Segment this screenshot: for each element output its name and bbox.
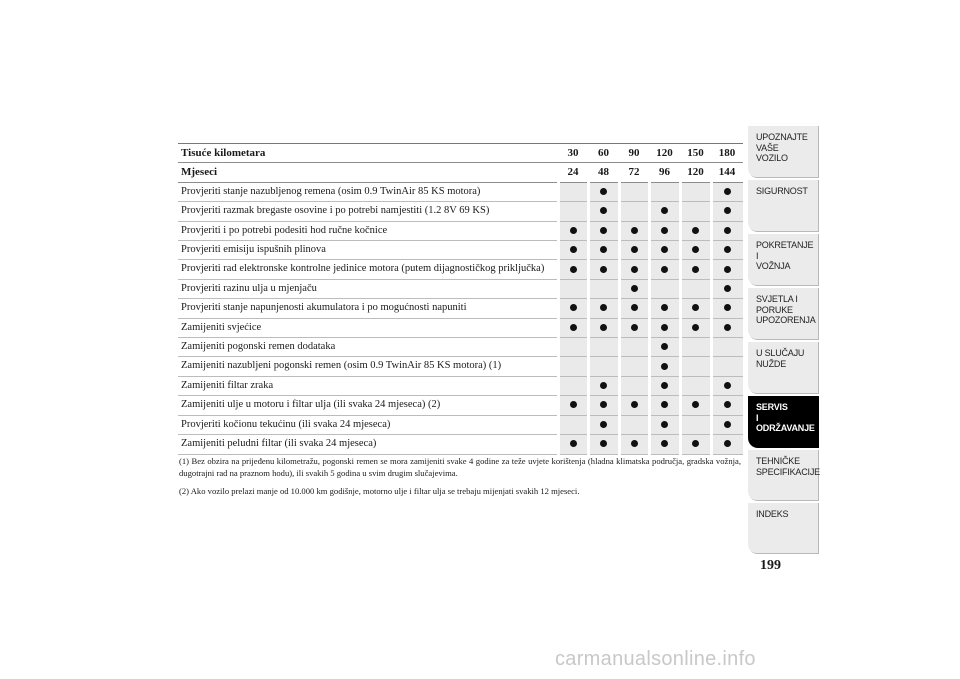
- bullet-icon: [631, 266, 638, 273]
- bullet-icon: [600, 440, 607, 447]
- chapter-tab-label: SVJETLA I PORUKE UPOZORENJA: [756, 294, 816, 325]
- chapter-tab[interactable]: [748, 503, 819, 554]
- chapter-tab-label: SIGURNOST: [756, 186, 808, 196]
- interval-cell: [680, 318, 711, 337]
- bullet-icon: [570, 401, 577, 408]
- interval-cell: [558, 241, 588, 260]
- bullet-icon: [661, 227, 668, 234]
- interval-cell: [558, 435, 588, 454]
- interval-cell: [558, 182, 588, 201]
- interval-cell: [680, 435, 711, 454]
- bullet-icon: [724, 188, 731, 195]
- bullet-icon: [631, 401, 638, 408]
- interval-cell: [649, 357, 680, 376]
- bullet-icon: [570, 227, 577, 234]
- bullet-icon: [661, 382, 668, 389]
- interval-cell: [649, 415, 680, 434]
- bullet-icon: [570, 266, 577, 273]
- interval-cell: [558, 221, 588, 240]
- interval-cell: [649, 260, 680, 279]
- bullet-icon: [661, 324, 668, 331]
- table-row: [178, 241, 743, 260]
- bullet-icon: [692, 266, 699, 273]
- interval-cell: [619, 202, 649, 221]
- chapter-tab-label: U SLUČAJU NUŽDE: [756, 348, 805, 369]
- bullet-icon: [631, 246, 638, 253]
- interval-cell: [711, 357, 743, 376]
- chapter-tab-label: UPOZNAJTE VAŠE VOZILO: [756, 132, 808, 163]
- bullet-icon: [600, 421, 607, 428]
- bullet-icon: [692, 401, 699, 408]
- interval-cell: [619, 318, 649, 337]
- bullet-icon: [724, 207, 731, 214]
- interval-cell: [588, 415, 619, 434]
- interval-cell: [619, 241, 649, 260]
- interval-cell: [558, 299, 588, 318]
- interval-cell: [711, 318, 743, 337]
- km-header-label: Tisuće kilometara: [181, 147, 266, 159]
- table-row: [178, 182, 743, 201]
- interval-cell: [649, 338, 680, 357]
- months-header-cell: 96: [659, 166, 670, 179]
- bullet-icon: [570, 246, 577, 253]
- table-row: [178, 279, 743, 298]
- interval-cell: [588, 279, 619, 298]
- interval-cell: [711, 279, 743, 298]
- interval-cell: [588, 318, 619, 337]
- interval-cell: [588, 376, 619, 395]
- chapter-tab[interactable]: [748, 234, 819, 286]
- bullet-icon: [600, 382, 607, 389]
- months-header-cell: 72: [628, 166, 640, 179]
- bullet-icon: [631, 227, 638, 234]
- interval-cell: [588, 221, 619, 240]
- interval-cell: [588, 435, 619, 454]
- interval-cell: [649, 376, 680, 395]
- months-header-cell: 24: [567, 166, 579, 179]
- bullet-icon: [661, 304, 668, 311]
- watermark: carmanualsonline.info: [555, 648, 756, 670]
- interval-cell: [619, 182, 649, 201]
- chapter-tab-label: INDEKS: [756, 509, 789, 519]
- interval-cell: [649, 279, 680, 298]
- interval-cell: [711, 338, 743, 357]
- interval-cell: [558, 202, 588, 221]
- table-row: [178, 415, 743, 434]
- interval-cell: [649, 182, 680, 201]
- bullet-icon: [661, 246, 668, 253]
- interval-cell: [558, 318, 588, 337]
- table-row: [178, 318, 743, 337]
- interval-cell: [680, 357, 711, 376]
- months-header-cell: 48: [598, 166, 609, 179]
- maintenance-schedule-table: [178, 143, 743, 455]
- row-label: Zamijeniti ulje u motoru i filtar ulja (ili svaka 24 mjeseca) (2): [181, 399, 441, 411]
- bullet-icon: [631, 285, 638, 292]
- footnotes: [179, 455, 741, 503]
- interval-cell: [649, 299, 680, 318]
- km-header-row: [178, 144, 743, 163]
- interval-cell: [680, 182, 711, 201]
- interval-cell: [558, 279, 588, 298]
- interval-cell: [680, 221, 711, 240]
- interval-cell: [588, 202, 619, 221]
- interval-cell: [619, 260, 649, 279]
- interval-cell: [588, 260, 619, 279]
- km-header-cell: 60: [598, 147, 609, 159]
- interval-cell: [711, 415, 743, 434]
- interval-cell: [649, 318, 680, 337]
- table-row: [178, 338, 743, 357]
- interval-cell: [619, 415, 649, 434]
- bullet-icon: [570, 304, 577, 311]
- km-header-cell: 90: [628, 147, 640, 159]
- row-label: Provjeriti stanje nazubljenog remena (osim 0.9 TwinAir 85 KS motora): [181, 185, 481, 197]
- chapter-tab[interactable]: [748, 396, 819, 448]
- chapter-tab-label: TEHNIČKE SPECIFIKACIJE: [756, 456, 820, 477]
- interval-cell: [558, 415, 588, 434]
- bullet-icon: [661, 207, 668, 214]
- bullet-icon: [631, 304, 638, 311]
- months-header-cell: 120: [687, 166, 704, 179]
- bullet-icon: [692, 304, 699, 311]
- footnote-2: (2) Ako vozilo prelazi manje od 10.000 km godišnje, motorno ulje i filtar ulja se trebaju mijenjati svakih 12 mjeseci.: [179, 486, 580, 496]
- bullet-icon: [692, 246, 699, 253]
- row-label: Provjeriti razmak bregaste osovine i po potrebi namjestiti (1.2 8V 69 KS): [181, 205, 490, 217]
- bullet-icon: [724, 440, 731, 447]
- bullet-icon: [724, 266, 731, 273]
- bullet-icon: [661, 343, 668, 350]
- interval-cell: [588, 396, 619, 415]
- interval-cell: [680, 299, 711, 318]
- chapter-tab[interactable]: [748, 180, 819, 232]
- interval-cell: [619, 221, 649, 240]
- interval-cell: [680, 396, 711, 415]
- bullet-icon: [661, 401, 668, 408]
- interval-cell: [619, 299, 649, 318]
- table-row: [178, 396, 743, 415]
- interval-cell: [649, 435, 680, 454]
- bullet-icon: [570, 440, 577, 447]
- interval-cell: [619, 396, 649, 415]
- interval-cell: [711, 299, 743, 318]
- interval-cell: [588, 299, 619, 318]
- interval-cell: [680, 241, 711, 260]
- bullet-icon: [631, 440, 638, 447]
- interval-cell: [711, 260, 743, 279]
- interval-cell: [649, 202, 680, 221]
- row-label: Zamijeniti filtar zraka: [181, 379, 274, 391]
- table-row: [178, 260, 743, 279]
- interval-cell: [619, 279, 649, 298]
- row-label: Zamijeniti nazubljeni pogonski remen (osim 0.9 TwinAir 85 KS motora) (1): [181, 360, 502, 372]
- interval-cell: [588, 338, 619, 357]
- interval-cell: [680, 260, 711, 279]
- bullet-icon: [661, 440, 668, 447]
- months-header-row: [178, 163, 743, 182]
- interval-cell: [680, 202, 711, 221]
- bullet-icon: [600, 401, 607, 408]
- bullet-icon: [600, 246, 607, 253]
- bullet-icon: [724, 324, 731, 331]
- interval-cell: [619, 376, 649, 395]
- chapter-tab[interactable]: [748, 126, 819, 178]
- interval-cell: [649, 396, 680, 415]
- bullet-icon: [661, 421, 668, 428]
- bullet-icon: [724, 421, 731, 428]
- row-label: Provjeriti kočionu tekućinu (ili svaka 24 mjeseca): [181, 418, 391, 430]
- bullet-icon: [692, 227, 699, 234]
- chapter-tab-label: POKRETANJE I VOŽNJA: [756, 240, 814, 271]
- interval-cell: [711, 241, 743, 260]
- table-row: [178, 435, 743, 454]
- months-header-label: Mjeseci: [181, 166, 218, 179]
- row-label: Zamijeniti pogonski remen dodataka: [181, 341, 336, 353]
- interval-cell: [711, 202, 743, 221]
- interval-cell: [558, 376, 588, 395]
- interval-cell: [588, 357, 619, 376]
- footnote-1: (1) Bez obzira na prijeđenu kilometražu, pogonski remen se mora zamijeniti svake 4 godine za teže uvjete korištenja (hladna klimatska područja, gradska vožnja, dugotrajni rad na praznom hodu), ili svakih 5 godina u svim drugim slučajevima.: [179, 456, 741, 478]
- bullet-icon: [724, 285, 731, 292]
- bullet-icon: [631, 324, 638, 331]
- table-row: [178, 357, 743, 376]
- row-label: Zamijeniti svjećice: [181, 321, 262, 333]
- interval-cell: [711, 435, 743, 454]
- bullet-icon: [724, 304, 731, 311]
- chapter-tab[interactable]: [748, 288, 819, 340]
- bullet-icon: [661, 266, 668, 273]
- row-label: Provjeriti stanje napunjenosti akumulatora i po mogućnosti napuniti: [181, 302, 467, 314]
- bullet-icon: [661, 363, 668, 370]
- interval-cell: [680, 376, 711, 395]
- bullet-icon: [724, 401, 731, 408]
- row-label: Provjeriti i po potrebi podesiti hod ručne kočnice: [181, 224, 388, 236]
- km-header-cell: 30: [567, 147, 579, 159]
- months-header-cell: 144: [718, 166, 736, 179]
- table-row: [178, 221, 743, 240]
- row-label: Provjeriti rad elektronske kontrolne jedinice motora (putem dijagnostičkog priključka): [181, 263, 545, 275]
- interval-cell: [711, 221, 743, 240]
- interval-cell: [680, 279, 711, 298]
- bullet-icon: [600, 304, 607, 311]
- interval-cell: [711, 182, 743, 201]
- page-number: 199: [760, 558, 781, 573]
- interval-cell: [711, 376, 743, 395]
- table-row: [178, 202, 743, 221]
- interval-cell: [711, 396, 743, 415]
- bullet-icon: [600, 227, 607, 234]
- interval-cell: [680, 338, 711, 357]
- chapter-tab[interactable]: [748, 450, 819, 501]
- bullet-icon: [570, 324, 577, 331]
- row-label: Zamijeniti peludni filtar (ili svaka 24 mjeseca): [181, 438, 377, 450]
- bullet-icon: [692, 324, 699, 331]
- bullet-icon: [600, 266, 607, 273]
- row-label: Provjeriti razinu ulja u mjenjaču: [181, 282, 317, 294]
- interval-cell: [558, 338, 588, 357]
- interval-cell: [588, 182, 619, 201]
- interval-cell: [558, 396, 588, 415]
- km-header-cell: 120: [656, 147, 673, 159]
- bullet-icon: [692, 440, 699, 447]
- chapter-tab[interactable]: [748, 342, 819, 394]
- interval-cell: [558, 260, 588, 279]
- km-header-cell: 150: [687, 147, 704, 159]
- interval-cell: [649, 241, 680, 260]
- interval-cell: [680, 415, 711, 434]
- km-header-cell: 180: [718, 147, 736, 159]
- bullet-icon: [724, 246, 731, 253]
- interval-cell: [649, 221, 680, 240]
- chapter-tab-label: SERVIS I ODRŽAVANJE: [756, 402, 815, 433]
- table-row: [178, 299, 743, 318]
- bullet-icon: [600, 188, 607, 195]
- bullet-icon: [600, 207, 607, 214]
- bullet-icon: [724, 227, 731, 234]
- row-label: Provjeriti emisiju ispušnih plinova: [181, 244, 326, 256]
- interval-cell: [619, 357, 649, 376]
- interval-cell: [619, 338, 649, 357]
- table-row: [178, 376, 743, 395]
- bullet-icon: [724, 382, 731, 389]
- interval-cell: [558, 357, 588, 376]
- interval-cell: [619, 435, 649, 454]
- bullet-icon: [600, 324, 607, 331]
- interval-cell: [588, 241, 619, 260]
